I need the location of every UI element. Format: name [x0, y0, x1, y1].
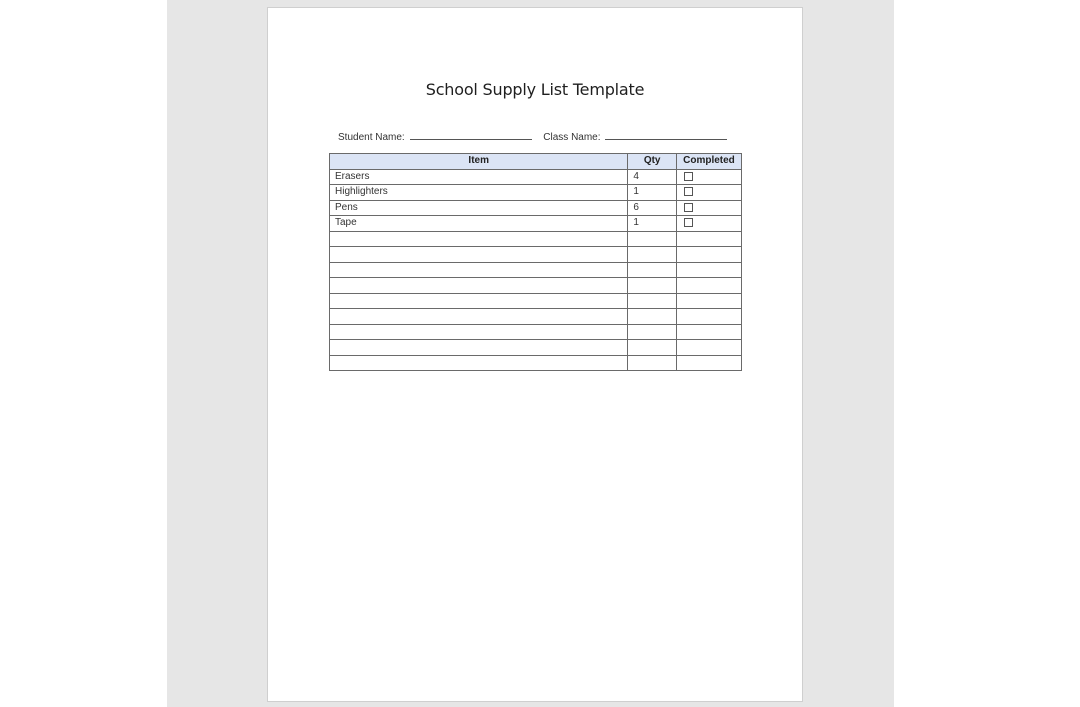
completed-cell [676, 293, 741, 309]
table-row [330, 200, 742, 216]
table-row [330, 185, 742, 201]
item-cell[interactable] [330, 278, 628, 294]
table-row [330, 293, 742, 309]
header-completed: Completed [676, 154, 741, 170]
table-row [330, 340, 742, 356]
qty-cell[interactable] [628, 355, 677, 371]
completed-cell [676, 340, 741, 356]
document-page [267, 7, 803, 702]
document-title: School Supply List Template [425, 80, 645, 99]
completed-cell [676, 324, 741, 340]
item-cell[interactable] [330, 247, 628, 263]
qty-cell[interactable] [628, 324, 677, 340]
table-body [330, 169, 742, 371]
qty-cell[interactable] [628, 262, 677, 278]
qty-cell[interactable] [628, 340, 677, 356]
qty-cell[interactable] [628, 309, 677, 325]
completed-cell [676, 231, 741, 247]
item-cell[interactable]: Tape [330, 216, 628, 232]
class-name-field[interactable] [605, 130, 727, 140]
table-row [330, 231, 742, 247]
completed-cell [676, 355, 741, 371]
supply-table [329, 153, 742, 371]
item-cell[interactable] [330, 340, 628, 356]
qty-cell[interactable]: 1 [628, 185, 677, 201]
qty-cell[interactable] [628, 231, 677, 247]
student-name-field[interactable] [410, 130, 532, 140]
completed-cell [676, 185, 741, 201]
qty-cell[interactable]: 6 [628, 200, 677, 216]
completed-cell [676, 262, 741, 278]
completed-cell [676, 247, 741, 263]
item-cell[interactable] [330, 309, 628, 325]
item-cell[interactable] [330, 324, 628, 340]
table-row [330, 262, 742, 278]
table-row [330, 247, 742, 263]
item-cell[interactable]: Erasers [330, 169, 628, 185]
class-name-label: Class Name: [543, 132, 601, 143]
table-row [330, 216, 742, 232]
completed-cell [676, 216, 741, 232]
item-cell[interactable] [330, 355, 628, 371]
item-cell[interactable] [330, 231, 628, 247]
completed-cell [676, 278, 741, 294]
item-cell[interactable] [330, 293, 628, 309]
header-item: Item [330, 154, 628, 170]
completed-cell [676, 169, 741, 185]
table-row [330, 169, 742, 185]
header-qty: Qty [628, 154, 677, 170]
completed-cell [676, 200, 741, 216]
qty-cell[interactable] [628, 247, 677, 263]
qty-cell[interactable]: 4 [628, 169, 677, 185]
item-cell[interactable]: Pens [330, 200, 628, 216]
table-row [330, 355, 742, 371]
qty-cell[interactable] [628, 293, 677, 309]
table-row [330, 324, 742, 340]
completed-checkbox[interactable] [684, 187, 693, 196]
name-fields [338, 130, 727, 143]
item-cell[interactable] [330, 262, 628, 278]
table-header-row [330, 154, 742, 170]
completed-cell [676, 309, 741, 325]
completed-checkbox[interactable] [684, 172, 693, 181]
qty-cell[interactable] [628, 278, 677, 294]
completed-checkbox[interactable] [684, 203, 693, 212]
item-cell[interactable]: Highlighters [330, 185, 628, 201]
table-row [330, 309, 742, 325]
student-name-label: Student Name: [338, 132, 405, 143]
table-row [330, 278, 742, 294]
completed-checkbox[interactable] [684, 218, 693, 227]
qty-cell[interactable]: 1 [628, 216, 677, 232]
